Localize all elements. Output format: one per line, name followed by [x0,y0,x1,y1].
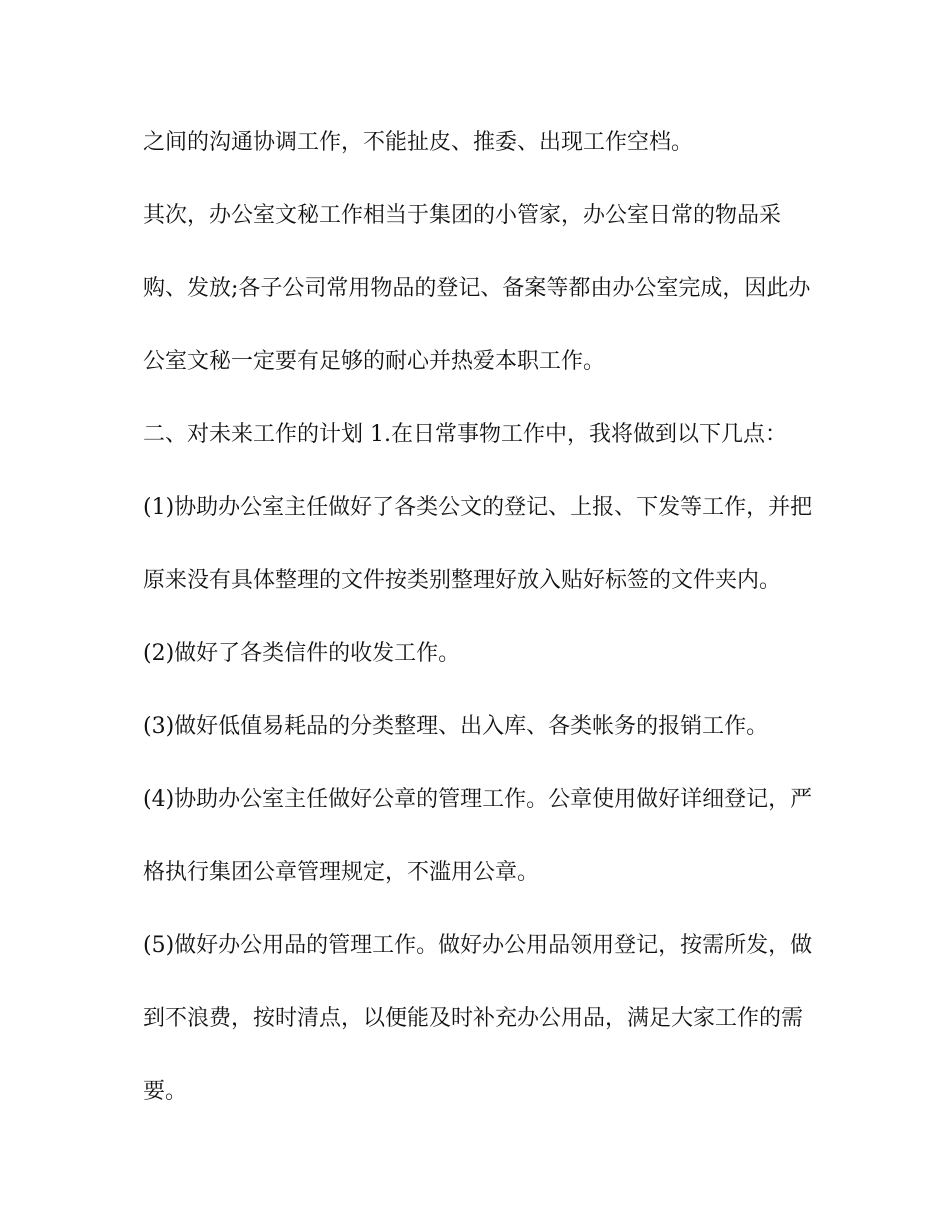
text-line: 格执行集团公章管理规定，不滥用公章。 [143,860,540,885]
text-line: 其次，办公室文秘工作相当于集团的小管家，办公室日常的物品采 [143,203,782,228]
text-line: 之间的沟通协调工作，不能扯皮、推委、出现工作空档。 [143,130,694,155]
text-line: (5)做好办公用品的管理工作。做好办公用品领用登记，按需所发，做 [143,933,813,958]
text-line: (3)做好低值易耗品的分类整理、出入库、各类帐务的报销工作。 [143,714,769,739]
text-line: 到不浪费，按时清点，以便能及时补充办公用品，满足大家工作的需 [143,1006,804,1031]
text-line: (1)协助办公室主任做好了各类公文的登记、上报、下发等工作，并把 [143,495,813,520]
text-line: 原来没有具体整理的文件按类别整理好放入贴好标签的文件夹内。 [143,568,782,593]
text-line: (4)协助办公室主任做好公章的管理工作。公章使用做好详细登记，严 [143,787,813,812]
text-line: 二、对未来工作的计划 1.在日常事物工作中，我将做到以下几点： [143,422,787,447]
text-line: 购、发放;各子公司常用物品的登记、备案等都由办公室完成，因此办 [143,276,811,301]
text-line: 公室文秘一定要有足够的耐心并热爱本职工作。 [143,349,606,374]
text-line: 要。 [143,1079,188,1104]
text-line: (2)做好了各类信件的收发工作。 [143,641,461,666]
